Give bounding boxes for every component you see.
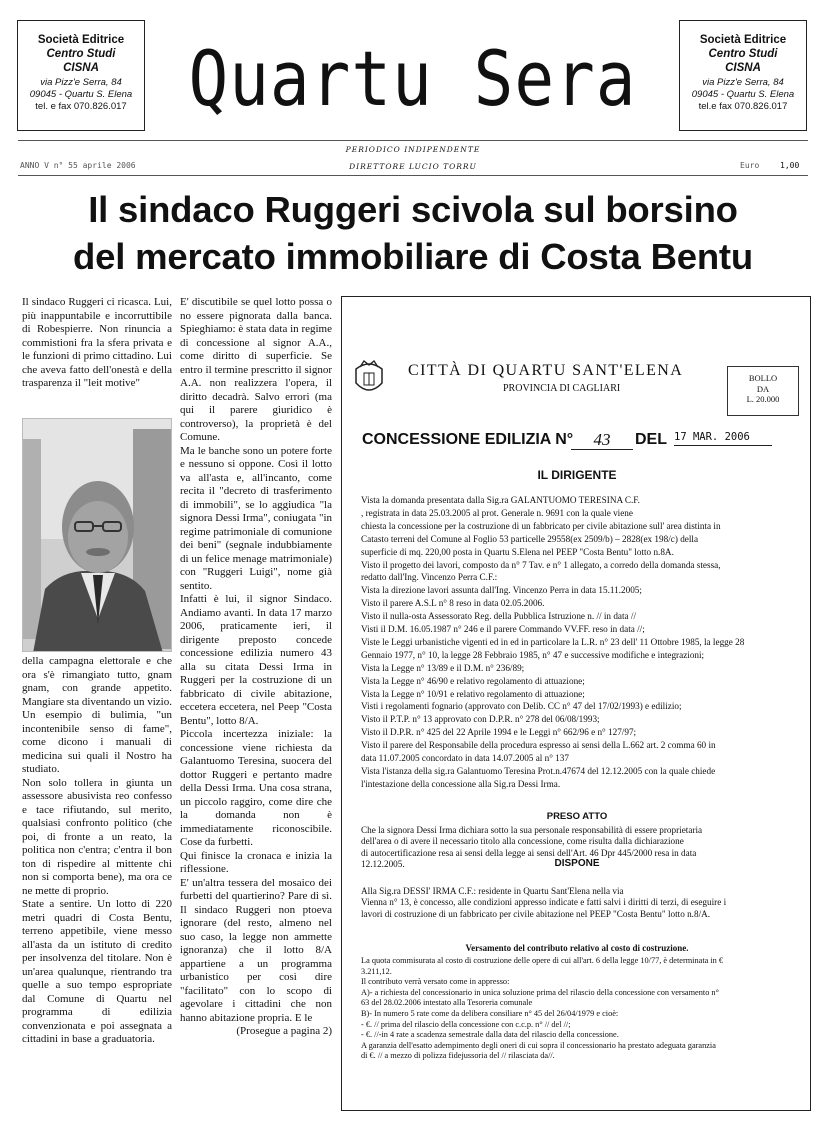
article-paragraph: E' discutibile se quel lotto possa o no essere pignorata dalla banca. Spieghiamo: è stata data in regime di concessione al signor A.A., come diritto di superficie. Se entro il termine prescritto il signor A.A. non realizzera l'opera, il diritto decadrà. Salvo errori (ma qui il parere giuridico è controverso), la proprietà è del Comune.	[180, 296, 332, 443]
article-paragraph: della campagna elettorale e che ora s'è rimangiato tutto, gnam gnam, con grande appetito. Mangiare sta diventando un vizio. Un esempio di bulimia, "un incontenibile senso di fame", come dicono i manuali di medicina sui quali il Nostro ha studiato.	[22, 655, 172, 775]
document-line: Vista la Legge n° 10/91 e relativo regolamento di attuazione;	[361, 688, 585, 699]
continued-note: (Prosegue a pagina 2)	[236, 1025, 332, 1037]
document-line: Vista la domanda presentata dalla Sig.ra GALANTUOMO TERESINA C.F.	[361, 495, 640, 505]
building-permit-document	[341, 296, 811, 1111]
dispone-heading: DISPONE	[554, 858, 600, 869]
director-line: DIRETTORE LUCIO TORRU	[349, 162, 477, 171]
concession-number: 43	[571, 431, 633, 450]
headline-line-2: del mercato immobiliare di Costa Bentu	[73, 236, 753, 277]
publisher-address-2: 09045 - Quartu S. Elena	[691, 89, 795, 100]
publisher-tel: tel. e fax 070.826.017	[35, 101, 127, 112]
document-line: Visto il D.P.R. n° 425 del 22 Aprile 1994 e le Leggi n° 662/96 e n° 127/97;	[361, 727, 637, 738]
article-paragraph: E' un'altra tessera del mosaico dei furbetti del quartierino? Pare di sì. Il sindaco Ruggeri non ptoeva ignorare (del resto, almeno nel suo caso, la legge non ammette ignoranza) che il lotto 8/A appartiene a un programma urbanistico per così dire "facilitato" con lo scopo di agevolare i cittadini che non hanno abitazione propria. E le	[180, 876, 332, 1024]
document-line: - €. //-in 4 rate a scadenza semestrale dalla data del rilascio della concessione.	[361, 1030, 619, 1040]
del-label: DEL	[635, 431, 667, 448]
document-line: Visto il progetto dei lavori, composto da n° 7 Tav. e n° 1 allegato, a corredo della domanda stessa,	[361, 559, 721, 570]
document-line: 63 del 28.02.2006 intestato alla Tesoreria comunale	[361, 998, 533, 1008]
article-paragraph: Qui finisce la cronaca e inizia la riflessione.	[180, 849, 332, 875]
document-line: 3.211,12.	[361, 966, 392, 976]
document-line: Vista la Legge n° 46/90 e relativo regolamento di attuazione;	[361, 675, 585, 686]
article-column-2	[180, 296, 332, 1039]
publisher-box-right	[679, 20, 807, 131]
document-line: , registrata in data 25.03.2005 al prot. Generale n. 9691 con la quale viene	[361, 507, 633, 518]
document-line: Visti i regolamenti fognario (approvato con Delib. CC n° 47 del 17/02/1993) e edilizio;	[361, 701, 682, 712]
document-line: La quota commisurata al costo di costruzione delle opere di cui all'art. 6 della legge 10/77, è determinata in €	[361, 956, 724, 965]
document-line: dell'area o di avere il necessario titolo alla concessione, come risulta dalla dichiarazione	[361, 836, 684, 847]
publisher-tel: tel.e fax 070.826.017	[698, 101, 788, 112]
document-province: PROVINCIA DI CAGLIARI	[503, 383, 621, 394]
publisher-address-2: 09045 - Quartu S. Elena	[29, 89, 133, 100]
document-line: 12.12.2005.	[361, 858, 405, 869]
masthead-info-bar	[18, 140, 808, 176]
document-line: Che la signora Dessi Irma dichiara sotto la sua personale responsabilità di essere proprietaria	[361, 825, 703, 835]
publisher-address-1: via Pizz'e Serra, 84	[702, 77, 784, 88]
document-line: Vista la Legge n° 13/89 e il D.M. n° 236/89;	[361, 662, 525, 673]
document-line: Alla Sig.ra DESSI' IRMA C.F.: residente in Quartu Sant'Elena nella via	[361, 886, 624, 896]
publisher-box-left	[17, 20, 145, 131]
price-label: Euro	[740, 161, 760, 170]
document-city: CITTÀ DI QUARTU SANT'ELENA	[408, 362, 684, 379]
document-line: chiesta la concessione per la costruzione di un fabbricato per civile abitazione sull' area distinta in	[361, 520, 721, 531]
headline-line-1: Il sindaco Ruggeri scivola sul borsino	[88, 189, 738, 230]
document-line: Vista l'istanza della sig.ra Galantuomo Teresina Prot.n.47674 del 12.12.2005 con la quale chiede	[361, 765, 716, 776]
document-line: Vista la direzione lavori assunta dall'Ing. Vincenzo Perra in data 15.11.2005;	[361, 585, 642, 596]
stamp-box	[727, 366, 799, 416]
article-paragraph: State a sentire. Un lotto di 220 metri quadri di Costa Bentu, terreno appetibile, viene messo all'asta da un istituto di credito per insolvenza del titolare. Non è un'area qualunque, rientrando tra quelle a suo tempo espropriate dal Comune di Quartu nel programma di edilizia convenzionata e poi assegnata a cittadini in base a graduatoria.	[22, 898, 172, 1045]
article-paragraph: Infatti è lui, il signor Sindaco. Andiamo avanti. In data 17 marzo 2006, praticamente ieri, il dirigente preposto concede concessione edilizia numero 43 alla su citata Dessi Irma in Ruggeri per la costruzione di un fabbricato di civile abitazione, eccetera eccetera, nel Peep "Costa Bentu", lotto 8/A.	[180, 593, 332, 727]
document-line: A)- a richiesta del concessionario in unica soluzione prima del rilascio della concessione con versamento n°	[361, 987, 719, 997]
document-line: redatto dall'Ing. Vincenzo Perra C.F.:	[361, 572, 498, 583]
document-line: lavori di costruzione di un fabbricato per civile abitazione nel PEEP "Costa Bentu" lotto n.8/A.	[361, 908, 711, 919]
stamp-line-1: BOLLO	[748, 373, 778, 383]
document-line: data 11.07.2005 concordato in data 14.07.2005 al n° 137	[361, 753, 569, 763]
document-line: Viste le Leggi urbanistiche vigenti ed in ed in particolare la L.R. n° 23 dell' 11 Ottobre 1985, la legge 28	[361, 636, 745, 647]
publisher-label: Società Editrice	[37, 34, 125, 46]
headline	[10, 186, 816, 280]
tagline: PERIODICO INDIPENDENTE	[345, 145, 481, 154]
dirigente-heading: IL DIRIGENTE	[537, 468, 617, 482]
city-crest-icon	[352, 359, 386, 399]
article-column-1-bottom	[22, 655, 172, 1047]
publisher-name-2: CISNA	[63, 62, 99, 74]
mayor-photo	[22, 418, 172, 652]
price-value: 1,00	[780, 161, 800, 170]
concession-label: CONCESSIONE EDILIZIA N°	[362, 431, 574, 448]
document-line: Visti il D.M. 16.05.1987 n° 246 e il parere Commando VV.FF. reso in data //;	[361, 624, 645, 634]
publisher-address-1: via Pizz'e Serra, 84	[40, 77, 122, 88]
publisher-name-2: CISNA	[725, 62, 761, 74]
portrait-image	[23, 419, 172, 652]
article-paragraph: Il sindaco Ruggeri ci ricasca. Lui, più inappuntabile e incorruttibile di Robespierre. Non rinuncia a commistioni fra la sfera privata e le funzioni di primo cittadino. Lui che aveva fatto dell'onestà e della trasparenza il "leit motive"	[22, 296, 172, 389]
document-line: Gennaio 1977, n° 10, la legge 28 Febbraio 1985, n° 47 e successive modifiche e integrazioni;	[361, 649, 705, 660]
stamp-line-2: DA	[756, 383, 770, 394]
publisher-label: Società Editrice	[699, 34, 787, 46]
newspaper-title: Quartu Sera	[188, 34, 637, 124]
concession-date: 17 MAR. 2006	[674, 429, 772, 446]
document-line: Visto il nulla-osta Assessorato Reg. della Pubblica Istruzione n. // in data //	[361, 611, 637, 622]
document-line: - €. // prima del rilascio della concessione con c.c.p. n° // del //;	[361, 1019, 571, 1029]
stamp-line-3: L. 20.000	[746, 394, 780, 404]
document-line: Visto il parere del Responsabile della procedura espresso ai sensi della L.662 art. 2 comma 60 in	[361, 740, 716, 751]
article-paragraph: Piccola incertezza iniziale: la concessione viene richiesta da Galantuomo Teresina, suocera del dottor Ruggeri e pertanto madre della Dessi Irma. Una cosa strana, un piccolo raggiro, come dire che la domanda non è immediatamente riconoscibile. Cose da furbetti.	[180, 728, 332, 848]
article-paragraph: Non solo tollera in giunta un assessore abusivista reo confesso e tace rifiutando, sul merito, qualsiasi confronto politico (che poi, di fronte a un reato, la politica non c'entra; c'entra il bon ton di rispedire al mittente chi non si comporta bene), ma ora ce ne mette di proprio.	[22, 776, 172, 897]
document-line: Il contributo verrà versato come in appresso:	[361, 977, 510, 987]
document-line: Visto il P.T.P. n° 13 approvato con D.P.R. n° 278 del 06/08/1993;	[361, 714, 600, 725]
document-line: Visto il parere A.S.L n° 8 reso in data 02.05.2006.	[361, 598, 545, 609]
preso-atto-heading: PRESO ATTO	[546, 811, 608, 822]
document-line: di autocertificazione resa ai sensi della legge ai sensi dell'Art. 46 Dpr 445/2000 resa in data	[361, 847, 697, 858]
document-line: l'intestazione della concessione alla Sig.ra Dessi Irma.	[361, 778, 561, 789]
document-line: A garanzia dell'esatto adempimento degli oneri di cui sopra il concessionario ha prestato adeguata garanzia	[361, 1040, 716, 1050]
article-paragraph: Ma le banche sono un potere forte e nessuno si oppone. Così il lotto va all'asta e, all'incanto, come recita il "decreto di trasferimento di immobili", se lo aggiudica "la signora Dessi Irma", coniugata "in regime patrimoniale di comunione dei beni" (segnale indubbiamente di un felice menage matrimoniale) con "Ruggeri Luigi", nome già sentito.	[180, 444, 332, 592]
article-column-1-top	[22, 296, 172, 391]
document-line: Vienna n° 13, è concesso, alle condizioni appresso indicate e fatti salvi i diritti di terzi, di eseguire i	[361, 897, 727, 908]
publisher-name-1: Centro Studi	[708, 48, 778, 60]
publisher-name-1: Centro Studi	[46, 48, 116, 60]
document-line: Catasto terreni del Comune al Foglio 53 particelle 29558(ex 2509/b) – 2828(ex 198/c) della	[361, 533, 699, 544]
document-line: di €. // a mezzo di polizza fidejussoria del // rilasciata da//.	[361, 1051, 555, 1061]
issue-info: ANNO V n° 55 aprile 2006	[20, 161, 136, 170]
document-line: B)- In numero 5 rate come da delibera consiliare n° 45 del 26/04/1979 e cioè:	[361, 1009, 619, 1018]
document-line: superficie di mq. 220,00 posta in Quartu S.Elena nel PEEP "Costa Bentu" lotto n.8A.	[361, 546, 674, 557]
versamento-heading: Versamento del contributo relativo al costo di costruzione.	[465, 943, 689, 953]
